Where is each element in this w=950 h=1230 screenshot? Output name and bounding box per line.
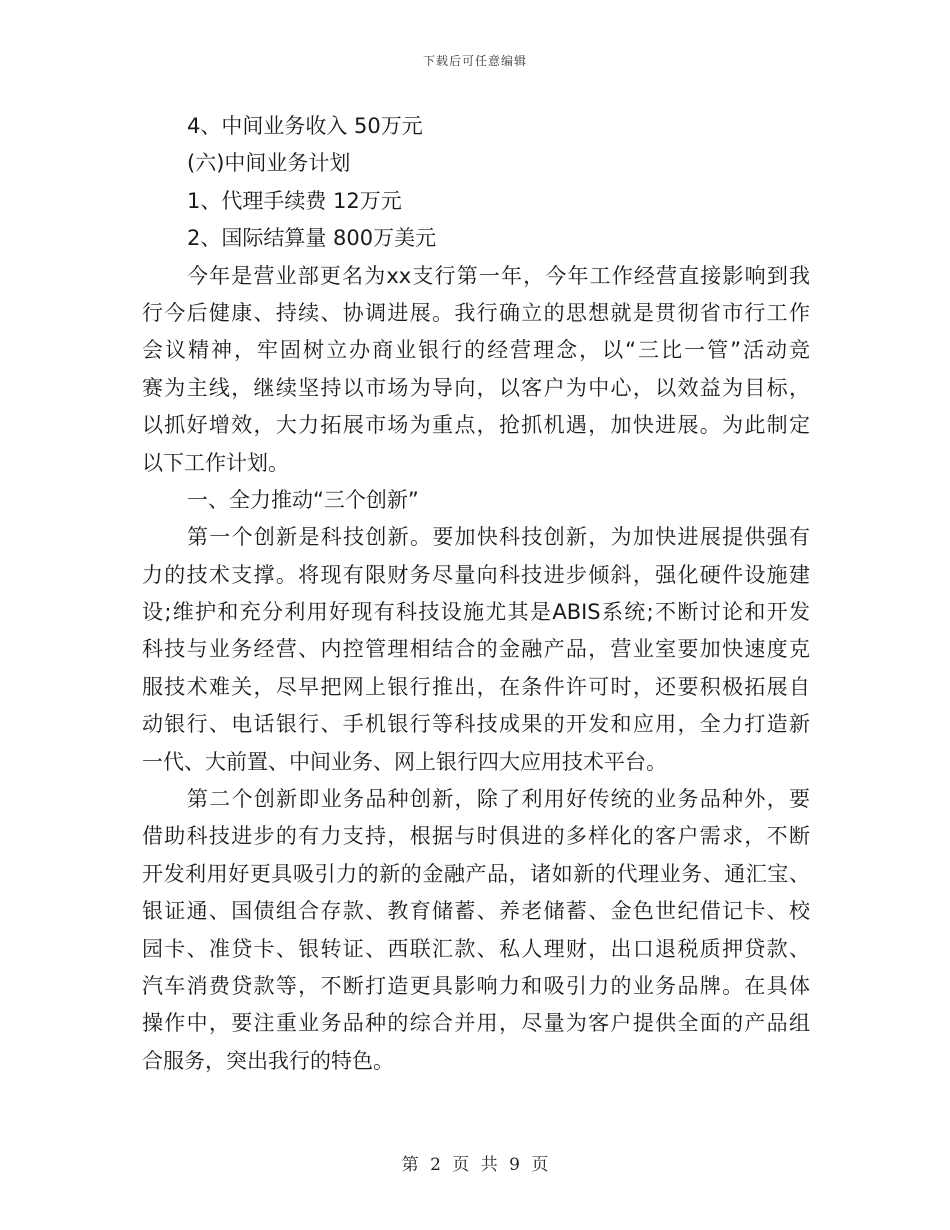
text-line: 银证通、国债组合存款、教育储蓄、养老储蓄、金色世纪借记卡、校 (142, 899, 810, 924)
text-line: 以抓好增效，大力拓展市场为重点，抢抓机遇，加快进展。为此制定 (142, 413, 810, 438)
text-line: 第二个创新即业务品种创新，除了利用好传统的业务品种外，要 (187, 787, 810, 812)
text-line: 动银行、电话银行、手机银行等科技成果的开发和应用，全力打造新 (142, 712, 810, 737)
text-line: 设;维护和充分利用好现有科技设施尤其是ABIS系统;不断讨论和开发 (142, 600, 810, 625)
page-header-note: 下载后可任意编辑 (422, 54, 527, 68)
text-line: 借助科技进步的有力支持，根据与时俱进的多样化的客户需求，不断 (142, 824, 810, 849)
text-line: 今年是营业部更名为xx支行第一年，今年工作经营直接影响到我 (187, 263, 810, 288)
text-line: 以下工作计划。 (142, 450, 289, 475)
text-line: 服技术难关，尽早把网上银行推出，在条件许可时，还要积极拓展自 (142, 674, 810, 699)
text-line: 开发利用好更具吸引力的新的金融产品，诸如新的代理业务、通汇宝、 (142, 861, 810, 886)
text-line: 汽车消费贷款等，不断打造更具影响力和吸引力的业务品牌。在具体 (142, 973, 810, 998)
text-line: 4、中间业务收入 50万元 (187, 114, 423, 138)
text-line: 力的技术支撑。将现有限财务尽量向科技进步倾斜，强化硬件设施建 (142, 562, 810, 587)
text-line: 园卡、准贷卡、银转证、西联汇款、私人理财，出口退税质押贷款、 (142, 936, 810, 961)
text-line: 操作中，要注重业务品种的综合并用，尽量为客户提供全面的产品组 (142, 1011, 810, 1036)
text-line: 科技与业务经营、内控管理相结合的金融产品，营业室要加快速度克 (142, 637, 810, 662)
text-line: 一代、大前置、中间业务、网上银行四大应用技术平台。 (142, 749, 667, 774)
page-number: 第 2 页 共 9 页 (401, 1155, 549, 1175)
text-line: 第一个创新是科技创新。要加快科技创新，为加快进展提供强有 (187, 525, 810, 550)
text-line: 会议精神，牢固树立办商业银行的经营理念，以“三比一管”活动竞 (142, 338, 810, 363)
text-line: 合服务，突出我行的特色。 (142, 1048, 394, 1073)
document-body (142, 108, 810, 1080)
text-line: 行今后健康、持续、协调进展。我行确立的思想就是贯彻省市行工作 (142, 300, 810, 325)
text-line: (六)中间业务计划 (187, 151, 351, 176)
text-line: 赛为主线，继续坚持以市场为导向，以客户为中心，以效益为目标， (142, 375, 810, 400)
text-line: 1、代理手续费 12万元 (187, 188, 402, 213)
text-line: 一、全力推动“三个创新” (187, 487, 419, 512)
text-line: 2、国际结算量 800万美元 (187, 226, 437, 251)
